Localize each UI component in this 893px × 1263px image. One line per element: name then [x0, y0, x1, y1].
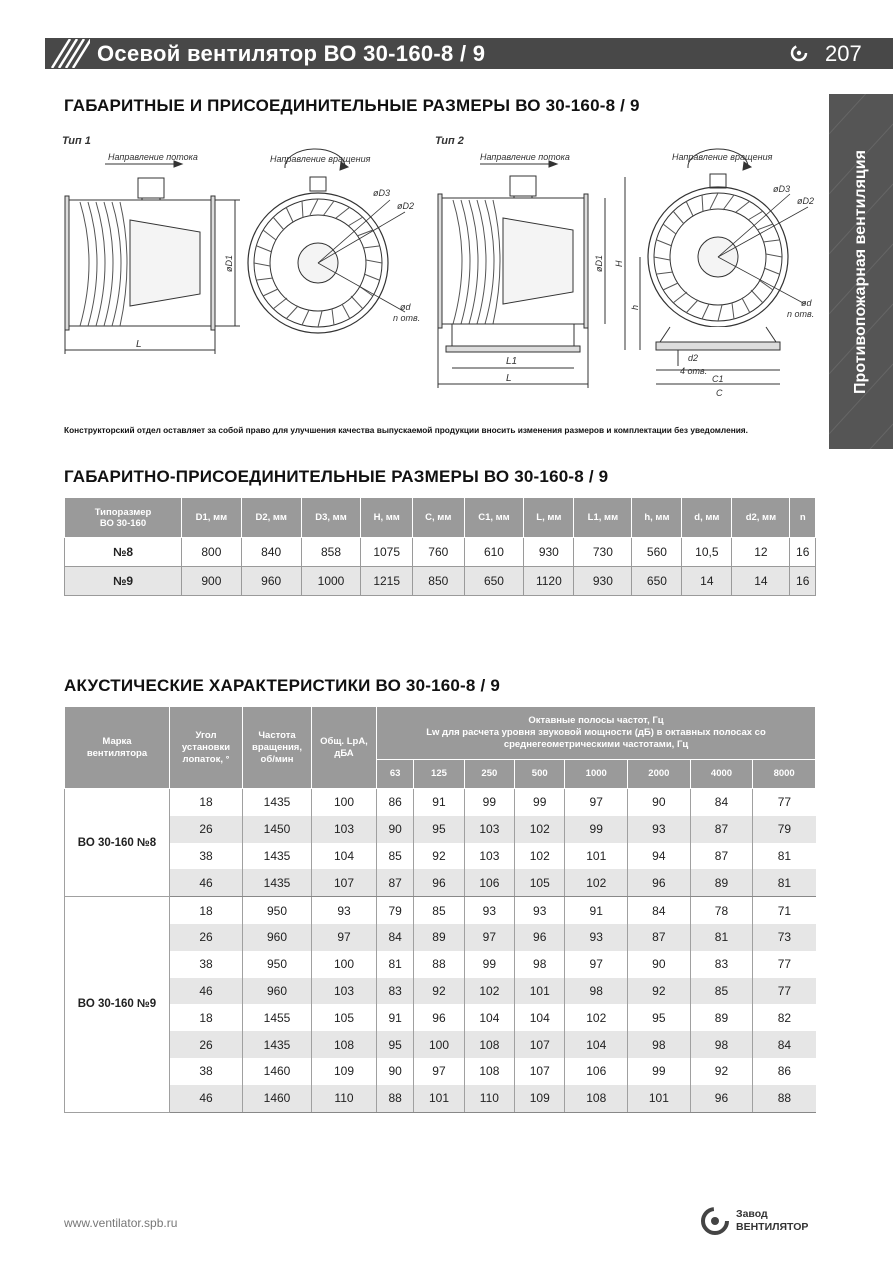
- header-size: [65, 498, 182, 538]
- header-angle-line1: Угол: [195, 729, 217, 741]
- cell: 86: [753, 1058, 816, 1085]
- cell: 85: [377, 843, 414, 870]
- cell: 90: [377, 816, 414, 843]
- footer-url: www.ventilator.spb.ru: [64, 1216, 178, 1230]
- dim-h-label: h: [630, 304, 640, 310]
- header-total-line1: Общ. LpA,: [320, 735, 368, 747]
- dims-header-row: [65, 498, 816, 538]
- cell: 1455: [243, 1004, 312, 1031]
- cell: 93: [464, 897, 514, 924]
- cell: 101: [515, 978, 565, 1005]
- cell: 100: [312, 951, 377, 978]
- cell: 77: [753, 978, 816, 1005]
- header-angle-line2: установки: [181, 741, 231, 753]
- model-cell: ВО 30-160 №9: [65, 897, 170, 1112]
- cell: 82: [753, 1004, 816, 1031]
- cell: 16: [790, 567, 816, 596]
- cell: 960: [243, 924, 312, 951]
- cell: 91: [565, 897, 628, 924]
- page-number: 207: [825, 41, 862, 66]
- cell: 18: [170, 1004, 243, 1031]
- cell: 103: [312, 978, 377, 1005]
- cell: 98: [628, 1031, 691, 1058]
- cell: 650: [464, 567, 524, 596]
- cell: 102: [515, 816, 565, 843]
- cell: 99: [464, 951, 514, 978]
- dim-C-label: C: [716, 388, 723, 398]
- cell: 12: [732, 538, 790, 567]
- cell: 105: [515, 869, 565, 896]
- cell: 87: [690, 843, 753, 870]
- cell: 109: [515, 1085, 565, 1112]
- cell: 97: [312, 924, 377, 951]
- cell: 38: [170, 843, 243, 870]
- cell: 96: [628, 869, 691, 896]
- header-C1: С1, мм: [464, 498, 524, 538]
- header-L: L, мм: [524, 498, 574, 538]
- cell: 99: [515, 789, 565, 816]
- cell: 16: [790, 538, 816, 567]
- cell: 99: [628, 1058, 691, 1085]
- dim-L1-label: L1: [506, 356, 518, 367]
- cell: 84: [628, 897, 691, 924]
- cell: 100: [414, 1031, 464, 1058]
- cell: 98: [515, 951, 565, 978]
- cell: 86: [377, 789, 414, 816]
- cell: 18: [170, 789, 243, 816]
- cell: 94: [628, 843, 691, 870]
- header-D2: D2, мм: [241, 498, 301, 538]
- cell: 77: [753, 789, 816, 816]
- cell: 14: [682, 567, 732, 596]
- cell: 95: [414, 816, 464, 843]
- header-freq: 250: [464, 760, 514, 789]
- cell: 92: [414, 843, 464, 870]
- cell: 91: [377, 1004, 414, 1031]
- cell: 78: [690, 897, 753, 924]
- cell: 93: [312, 897, 377, 924]
- table-row: [65, 789, 816, 816]
- type1-side-view: [65, 161, 240, 354]
- header-total-line2: дБА: [334, 747, 354, 759]
- cell: 1435: [243, 869, 312, 896]
- cell: 650: [632, 567, 682, 596]
- type1-front-view: [248, 149, 405, 333]
- cell: 89: [414, 924, 464, 951]
- header-d: d, мм: [682, 498, 732, 538]
- cell: 104: [565, 1031, 628, 1058]
- cell: 87: [377, 869, 414, 896]
- cell: 101: [628, 1085, 691, 1112]
- n-holes-label-1: n отв.: [393, 313, 421, 323]
- cell: 90: [628, 789, 691, 816]
- section-title-dimensions: ГАБАРИТНЫЕ И ПРИСОЕДИНИТЕЛЬНЫЕ РАЗМЕРЫ ВО 30-160-8 / 9: [64, 96, 640, 115]
- header-total-lpa: [312, 707, 377, 789]
- company-logo-icon: [700, 1206, 730, 1236]
- cell: 84: [690, 789, 753, 816]
- cell: 46: [170, 869, 243, 896]
- cell: 46: [170, 1085, 243, 1112]
- cell: 1460: [243, 1085, 312, 1112]
- table-row: [65, 816, 816, 843]
- cell: 103: [464, 843, 514, 870]
- acoustic-header-row-1: [65, 707, 816, 760]
- header-octave-line3: среднегеометрическими частотами, Гц: [503, 739, 689, 750]
- cell: 950: [243, 897, 312, 924]
- cell: 92: [690, 1058, 753, 1085]
- cell: 90: [628, 951, 691, 978]
- table-row: [65, 1085, 816, 1112]
- header-h: h, мм: [632, 498, 682, 538]
- dim-H-label: H: [614, 260, 624, 267]
- cell: 97: [565, 951, 628, 978]
- cell: 18: [170, 897, 243, 924]
- cell: 87: [690, 816, 753, 843]
- cell: 560: [632, 538, 682, 567]
- cell: 1435: [243, 1031, 312, 1058]
- cell: 800: [182, 538, 242, 567]
- cell: 93: [628, 816, 691, 843]
- cell: 88: [377, 1085, 414, 1112]
- cell: 85: [414, 897, 464, 924]
- cell: 102: [565, 1004, 628, 1031]
- cell: 93: [565, 924, 628, 951]
- rotation-direction-label-2: Направление вращения: [672, 152, 773, 162]
- cell: 730: [574, 538, 632, 567]
- cell: 79: [377, 897, 414, 924]
- cell: 73: [753, 924, 816, 951]
- cell: 1120: [524, 567, 574, 596]
- cell: 81: [753, 869, 816, 896]
- dim-D2-label-1: øD2: [397, 201, 415, 211]
- header-speed-line1: Частота: [258, 729, 296, 741]
- cell: 10,5: [682, 538, 732, 567]
- table-row: [65, 1031, 816, 1058]
- header-freq: 63: [377, 760, 414, 789]
- cell: 1435: [243, 843, 312, 870]
- dim-L-label-1: L: [136, 339, 142, 350]
- dim-C1-label: C1: [712, 374, 724, 384]
- cell: 104: [464, 1004, 514, 1031]
- cell: 96: [690, 1085, 753, 1112]
- header-angle-line3: лопаток, °: [182, 753, 230, 765]
- cell: 960: [243, 978, 312, 1005]
- cell: 77: [753, 951, 816, 978]
- cell: 104: [312, 843, 377, 870]
- cell: 960: [241, 567, 301, 596]
- design-change-note: Конструкторский отдел оставляет за собой право для улучшения качества выпускаемой продукции вносить изменения размеров и комплектации без уведомления.: [64, 425, 748, 435]
- table-row: [65, 869, 816, 896]
- cell: 108: [565, 1085, 628, 1112]
- header-L1: L1, мм: [574, 498, 632, 538]
- header-stripes-icon: [48, 39, 90, 68]
- flow-direction-label-1: Направление потока: [108, 152, 198, 162]
- type2-side-view: [438, 161, 605, 388]
- cell: 104: [515, 1004, 565, 1031]
- cell: 38: [170, 1058, 243, 1085]
- cell: 93: [515, 897, 565, 924]
- dim-D1-label-1: øD1: [224, 254, 234, 272]
- header-freq: 1000: [565, 760, 628, 789]
- cell: 102: [464, 978, 514, 1005]
- cell: 107: [515, 1031, 565, 1058]
- cell: 950: [243, 951, 312, 978]
- cell: 81: [753, 843, 816, 870]
- header-angle: [170, 707, 243, 789]
- cell: 83: [690, 951, 753, 978]
- header-size-line2: ВО 30-160: [99, 517, 147, 529]
- cell: 89: [690, 869, 753, 896]
- cell: 96: [515, 924, 565, 951]
- company-swirl-logo-icon: [790, 44, 808, 62]
- header-octave-bands: [377, 707, 816, 760]
- dim-d-label-1: ød: [400, 302, 411, 312]
- header-octave-line2: Lw для расчета уровня звуковой мощности (дБ) в октавных полосах со: [426, 727, 766, 738]
- header-speed: [243, 707, 312, 789]
- cell: 91: [414, 789, 464, 816]
- header-freq: 2000: [628, 760, 691, 789]
- cell: 98: [565, 978, 628, 1005]
- cell: 85: [690, 978, 753, 1005]
- cell: 110: [464, 1085, 514, 1112]
- cell: 26: [170, 816, 243, 843]
- cell: 98: [690, 1031, 753, 1058]
- cell: 81: [377, 951, 414, 978]
- cell: 84: [377, 924, 414, 951]
- cell: 71: [753, 897, 816, 924]
- dimensions-table: [64, 497, 816, 596]
- cell: 1460: [243, 1058, 312, 1085]
- type1-label: Тип 1: [62, 135, 91, 147]
- cell: 81: [690, 924, 753, 951]
- cell: 108: [464, 1058, 514, 1085]
- cell: 105: [312, 1004, 377, 1031]
- cell: 1215: [361, 567, 413, 596]
- cell: 26: [170, 924, 243, 951]
- cell: 1075: [361, 538, 413, 567]
- table-row: [65, 567, 816, 596]
- cell: 850: [412, 567, 464, 596]
- cell: 107: [312, 869, 377, 896]
- header-D3: D3, мм: [301, 498, 361, 538]
- cell: 88: [753, 1085, 816, 1112]
- cell: 100: [312, 789, 377, 816]
- section-title-acoustic: АКУСТИЧЕСКИЕ ХАРАКТЕРИСТИКИ ВО 30-160-8 / 9: [64, 676, 500, 695]
- dim-D3-label-1: øD3: [373, 188, 391, 198]
- table-row: [65, 897, 816, 924]
- cell: 1450: [243, 816, 312, 843]
- cell: 46: [170, 978, 243, 1005]
- cell: 102: [515, 843, 565, 870]
- flow-direction-label-2: Направление потока: [480, 152, 570, 162]
- table-row: [65, 951, 816, 978]
- cell: 95: [628, 1004, 691, 1031]
- cell: 97: [565, 789, 628, 816]
- header-d2: d2, мм: [732, 498, 790, 538]
- cell: 97: [414, 1058, 464, 1085]
- acoustic-table: [64, 706, 816, 1113]
- cell: 97: [464, 924, 514, 951]
- header-octave-line1: Октавные полосы частот, Гц: [528, 715, 664, 726]
- header-D1: D1, мм: [182, 498, 242, 538]
- cell: 96: [414, 1004, 464, 1031]
- cell: 101: [565, 843, 628, 870]
- side-tab-label: Противопожарная вентиляция: [852, 150, 869, 394]
- cell: 102: [565, 869, 628, 896]
- n-holes-label-2: n отв.: [787, 309, 815, 319]
- cell: 99: [565, 816, 628, 843]
- cell: 89: [690, 1004, 753, 1031]
- cell: 930: [574, 567, 632, 596]
- cell: 92: [414, 978, 464, 1005]
- cell: 858: [301, 538, 361, 567]
- header-speed-line3: об/мин: [260, 753, 294, 765]
- cell: 1435: [243, 789, 312, 816]
- model-cell: ВО 30-160 №8: [65, 789, 170, 897]
- type2-label: Тип 2: [435, 135, 464, 147]
- cell: 103: [312, 816, 377, 843]
- header-C: С, мм: [412, 498, 464, 538]
- table-row: [65, 978, 816, 1005]
- dim-D1-label-2: øD1: [594, 254, 604, 272]
- dim-L-label-2: L: [506, 373, 512, 384]
- cell: 106: [565, 1058, 628, 1085]
- header-model-line1: Марка: [102, 735, 132, 747]
- header-freq: 8000: [753, 760, 816, 789]
- cell: 840: [241, 538, 301, 567]
- four-holes-label: 4 отв.: [680, 366, 708, 376]
- cell: 99: [464, 789, 514, 816]
- cell: 87: [628, 924, 691, 951]
- header-freq: 125: [414, 760, 464, 789]
- acoustic-table-body: [65, 789, 816, 1113]
- cell: 109: [312, 1058, 377, 1085]
- rotation-direction-label-1: Направление вращения: [270, 154, 371, 164]
- cell: 79: [753, 816, 816, 843]
- footer-logo-line2: ВЕНТИЛЯТОР: [736, 1221, 809, 1233]
- table-row: [65, 1004, 816, 1031]
- cell: 110: [312, 1085, 377, 1112]
- header-model-line2: вентилятора: [86, 747, 148, 759]
- header-freq: 500: [515, 760, 565, 789]
- table-row: [65, 924, 816, 951]
- header-H: H, мм: [361, 498, 413, 538]
- cell: 90: [377, 1058, 414, 1085]
- cell: 83: [377, 978, 414, 1005]
- cell: 26: [170, 1031, 243, 1058]
- cell: 92: [628, 978, 691, 1005]
- table-row: [65, 538, 816, 567]
- row-size: №8: [65, 538, 182, 567]
- row-size: №9: [65, 567, 182, 596]
- cell: 38: [170, 951, 243, 978]
- header-model: [65, 707, 170, 789]
- cell: 88: [414, 951, 464, 978]
- cell: 103: [464, 816, 514, 843]
- dim-D3-label-2: øD3: [773, 184, 791, 194]
- dim-d-label-2: ød: [801, 298, 812, 308]
- cell: 14: [732, 567, 790, 596]
- section-title-dims-table: ГАБАРИТНО-ПРИСОЕДИНИТЕЛЬНЫЕ РАЗМЕРЫ ВО 30-160-8 / 9: [64, 467, 609, 486]
- header-freq: 4000: [690, 760, 753, 789]
- cell: 107: [515, 1058, 565, 1085]
- dim-D2-label-2: øD2: [797, 196, 815, 206]
- footer-logo-line1: Завод: [736, 1208, 768, 1220]
- cell: 108: [312, 1031, 377, 1058]
- cell: 84: [753, 1031, 816, 1058]
- cell: 108: [464, 1031, 514, 1058]
- dim-d2-label: d2: [688, 353, 699, 363]
- cell: 95: [377, 1031, 414, 1058]
- cell: 1000: [301, 567, 361, 596]
- cell: 106: [464, 869, 514, 896]
- header-n: n: [790, 498, 816, 538]
- table-row: [65, 843, 816, 870]
- header-speed-line2: вращения,: [252, 741, 302, 753]
- page-title: Осевой вентилятор ВО 30-160-8 / 9: [97, 41, 486, 66]
- cell: 96: [414, 869, 464, 896]
- header-size-line1: Типоразмер: [94, 506, 152, 518]
- fan-dimension-drawing: [60, 132, 830, 407]
- cell: 101: [414, 1085, 464, 1112]
- cell: 900: [182, 567, 242, 596]
- cell: 610: [464, 538, 524, 567]
- cell: 930: [524, 538, 574, 567]
- cell: 760: [412, 538, 464, 567]
- table-row: [65, 1058, 816, 1085]
